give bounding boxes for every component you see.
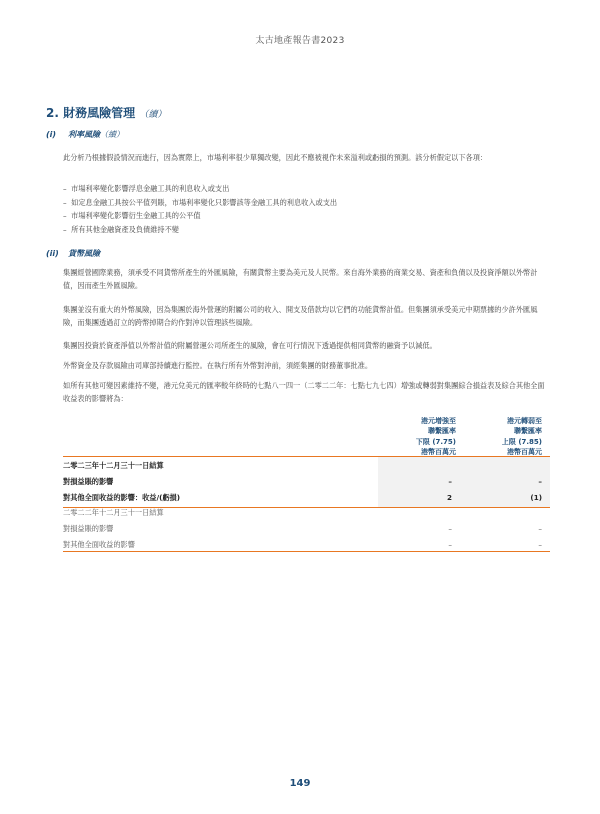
paragraph-currency-4: 外幣資金及存款風險由司庫部持續進行監控。在執行所有外幣對沖前，須經集團的財務董事批准。	[63, 361, 373, 370]
subsection-number: (i)	[46, 130, 57, 139]
subsection-currency	[46, 248, 100, 259]
list-item: – 如定息金融工具按公平值列賬，市場利率變化只影響該等金融工具的利息收入或支出	[63, 196, 337, 210]
section-number: 2.	[46, 106, 59, 120]
subsection-continued: （續）	[100, 130, 124, 139]
row-label: 對損益賬的影響	[63, 477, 114, 486]
subsection-interest-rate	[46, 129, 124, 140]
column-header-line: 聯繫匯率	[514, 427, 542, 436]
subsection-title: 利率風險	[68, 130, 100, 139]
column-header-line: 港元增強至	[421, 417, 456, 425]
row-value-weaken: –	[538, 524, 542, 533]
column-header-line: 港幣百萬元	[421, 447, 456, 456]
paragraph-interest-analysis: 此分析乃根據假設情況而進行，因為實際上，市場利率很少單獨改變，因此不應被視作未來溢利或虧損的預測。該分析假定以下各項：	[63, 153, 488, 162]
column-header-line: 上限 (7.85)	[501, 437, 542, 446]
section-title-text: 財務風險管理	[63, 106, 136, 120]
table-row	[63, 458, 550, 474]
assumption-list	[63, 182, 337, 236]
column-header-weaken	[462, 416, 542, 457]
column-header-line: 港幣百萬元	[507, 447, 542, 456]
column-header-line: 港元轉弱至	[507, 417, 542, 425]
paragraph-currency-3: 集團因投資於資產淨值以外幣計值的附屬營運公司所產生的風險，會在可行情況下透過提供相同貨幣的融資予以減低。	[63, 341, 437, 350]
list-item: – 市場利率變化影響衍生金融工具的公平值	[63, 209, 337, 223]
row-label: 二零二二年十二月三十一日結算	[63, 508, 164, 517]
page-number: 149	[289, 778, 311, 789]
section-continued: （續）	[139, 110, 167, 120]
report-header: 太古地產報告書2023	[255, 36, 345, 46]
subsection-title: 貨幣風險	[68, 249, 100, 258]
row-label: 對其他全面收益的影響：收益/(虧損)	[63, 493, 181, 502]
list-item: – 市場利率變化影響浮息金融工具的利息收入或支出	[63, 182, 337, 196]
section-title	[46, 104, 166, 121]
row-value-strengthen: –	[448, 477, 452, 486]
row-label: 二零二三年十二月三十一日結算	[63, 461, 164, 470]
row-value-strengthen: 2	[446, 493, 452, 502]
table-top-rule	[63, 456, 550, 457]
column-header-strengthen	[376, 416, 456, 457]
table-row	[63, 505, 550, 521]
row-label: 對其他全面收益的影響	[63, 540, 135, 549]
row-value-strengthen: –	[448, 540, 452, 549]
subsection-number: (ii)	[46, 249, 59, 258]
paragraph-currency-1: 集團經營國際業務，須承受不同貨幣所產生的外匯風險，有關貨幣主要為美元及人民幣。來自海外業務的商業交易、資產和負債以及投資淨額以外幣計值，因而產生外匯風險。	[63, 268, 538, 290]
table-bottom-rule	[63, 551, 550, 552]
column-header-line: 下限 (7.75)	[415, 437, 456, 446]
row-value-weaken: –	[538, 477, 542, 486]
row-label: 對損益賬的影響	[63, 524, 114, 533]
list-item: – 所有其他金融資產及負債維持不變	[63, 223, 337, 237]
row-value-weaken: (1)	[530, 493, 542, 502]
row-value-strengthen: –	[448, 524, 452, 533]
table-row	[63, 474, 550, 490]
paragraph-currency-5: 如所有其他可變因素維持不變，港元兌美元的匯率較年終時的七點八一四一（二零二二年：七點七九七四）增強或轉弱對集團綜合損益表及綜合其他全面收益表的影響將為：	[63, 381, 545, 403]
column-header-line: 聯繫匯率	[428, 427, 456, 436]
row-value-weaken: –	[538, 540, 542, 549]
paragraph-currency-2: 集團並沒有重大的外幣風險，因為集團於海外營運的附屬公司的收入、開支及借款均以它們的功能貨幣計值。但集團須承受美元中期票據的少許外匯風險，而集團透過訂立的跨幣掉期合約作對沖以管理該些風險。	[63, 305, 538, 327]
table-row	[63, 490, 550, 506]
table-row	[63, 521, 550, 537]
